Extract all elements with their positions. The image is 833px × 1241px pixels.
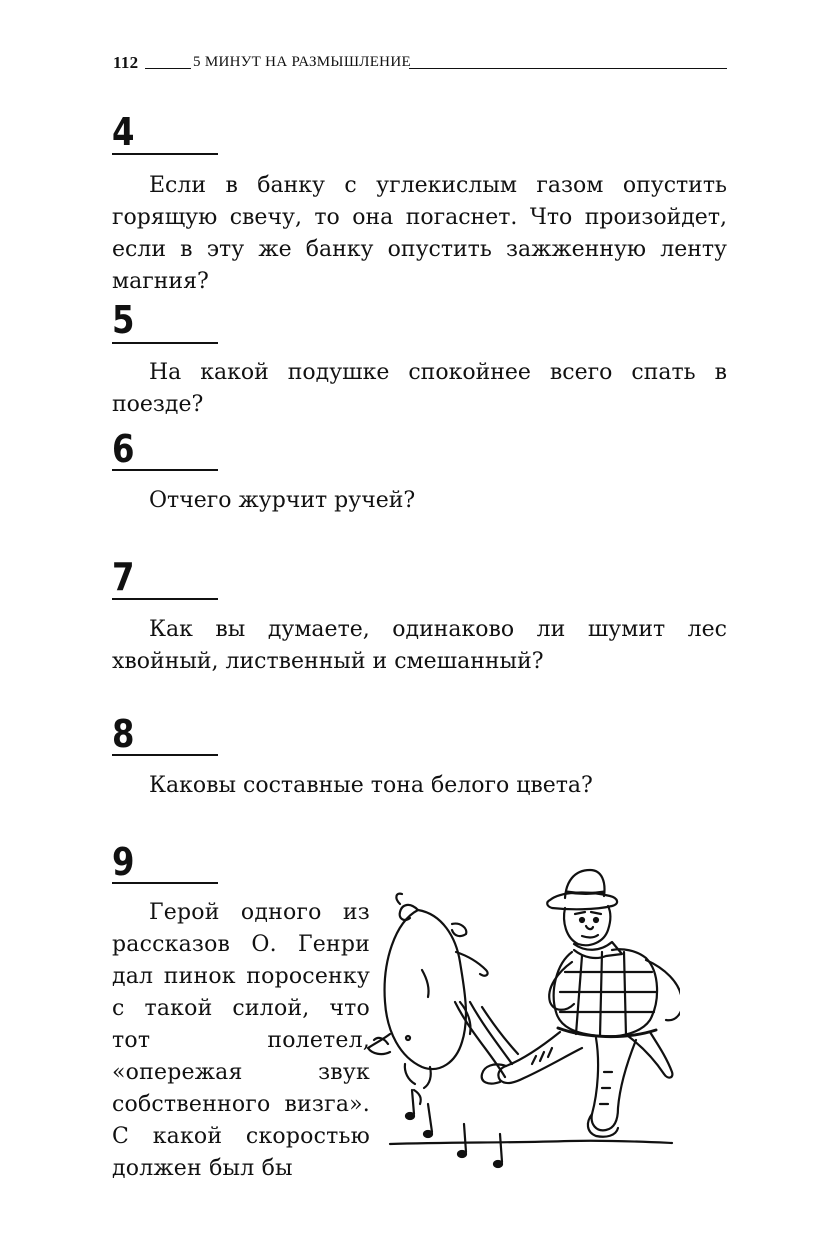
question-number: 5 xyxy=(112,298,135,342)
cowboy-kicking-pig-illustration xyxy=(360,852,680,1177)
question-rule xyxy=(112,754,218,756)
book-title: 5 МИНУТ НА РАЗМЫШЛЕНИЕ xyxy=(193,54,411,70)
question-rule xyxy=(112,598,218,600)
question-text: Каковы составные тона белого цвета? xyxy=(149,773,593,798)
pig-figure xyxy=(368,894,488,1088)
question-number: 9 xyxy=(112,840,135,884)
question-text: Отчего журчит ручей? xyxy=(149,488,416,513)
squeal-notes xyxy=(406,1090,502,1167)
question-text: На какой подушке спокойнее всего спать в поезде? xyxy=(112,360,727,417)
header-rule-right xyxy=(409,68,727,69)
question-rule xyxy=(112,153,218,155)
header-rule-left xyxy=(145,68,191,69)
question-text: Если в банку с углекислым газом опустить горящую свечу, то она погаснет. Что произойдет, если в эту же банку опустить зажженную ленту магния? xyxy=(112,173,727,294)
question-text: Как вы думаете, одинаково ли шумит лес хвойный, лиственный и смешанный? xyxy=(112,617,727,674)
question-rule xyxy=(112,882,218,884)
question-rule xyxy=(112,342,218,344)
question-number: 8 xyxy=(112,712,135,756)
question-number: 7 xyxy=(112,555,135,599)
question-number: 6 xyxy=(112,427,135,471)
question-rule xyxy=(112,469,218,471)
man-figure xyxy=(482,870,680,1137)
question-text: Герой одного из рассказов О. Генри дал пинок поросенку с такой силой, что тот полетел, «опережая звук собственного визга». С какой скоростью должен был бы xyxy=(112,900,370,1181)
question-number: 4 xyxy=(112,110,135,154)
page-number: 112 xyxy=(113,53,139,72)
running-head xyxy=(113,53,727,75)
